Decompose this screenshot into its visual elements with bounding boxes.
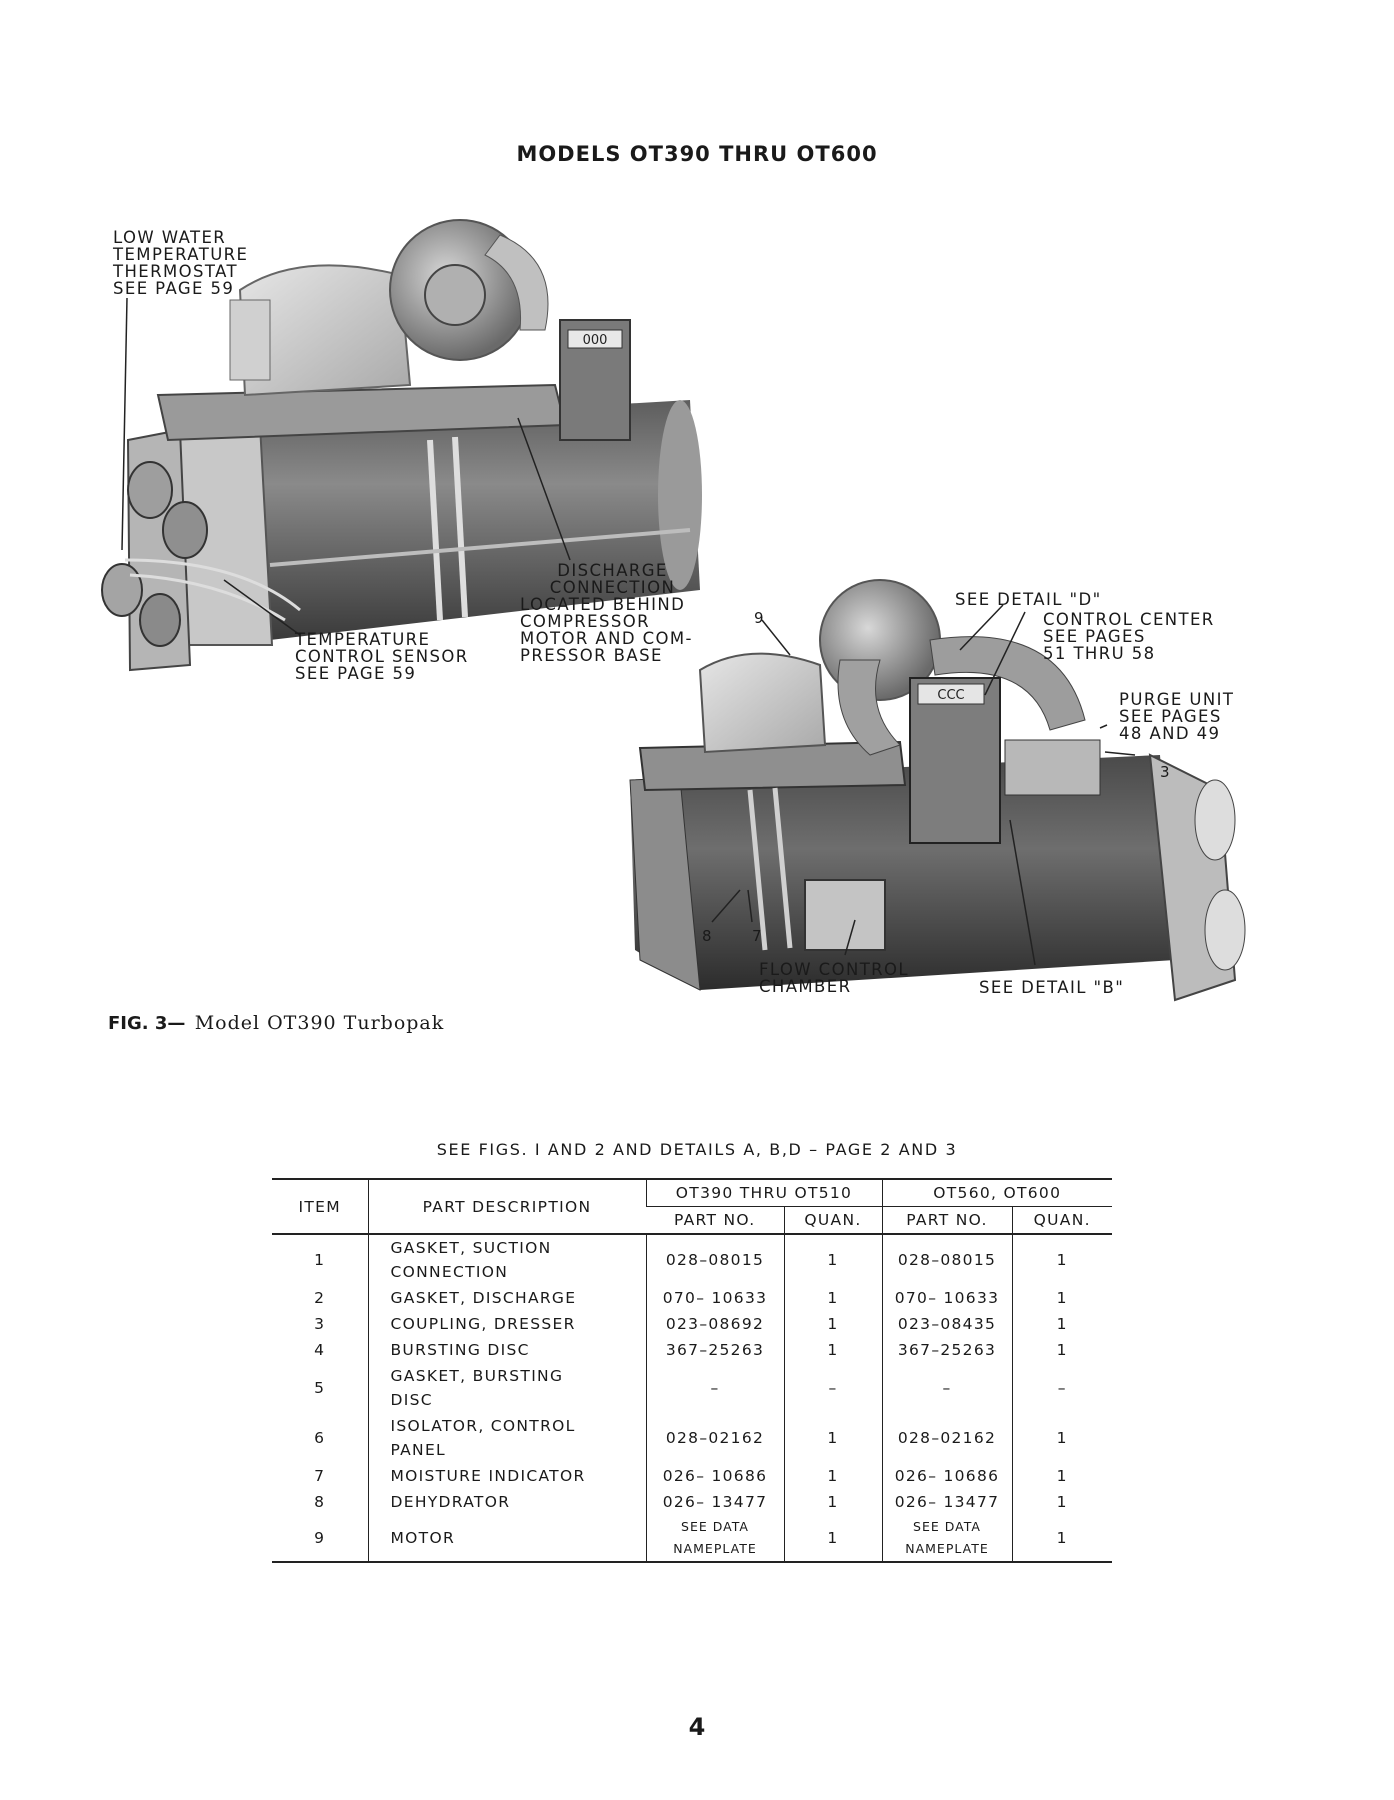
part-no-cell: 026– 10686 [646,1463,784,1489]
callout-control-center: CONTROL CENTER SEE PAGES 51 THRU 58 [1043,610,1215,663]
parts-table [272,1178,1112,1563]
callout-purge-unit: PURGE UNIT SEE PAGES 48 AND 49 [1119,690,1235,743]
item-cell: 4 [314,1341,326,1359]
quan-cell: 1 [784,1234,882,1285]
table-row [272,1413,1112,1463]
part-no-cell: – [646,1363,784,1413]
quan-cell: 1 [784,1463,882,1489]
part-no-cell: 023–08435 [882,1311,1012,1337]
header-part-no-2: PART NO. [882,1207,1012,1235]
callout-flow-control-chamber: FLOW CONTROL CHAMBER [759,960,910,996]
table-row [272,1311,1112,1337]
part-no-cell: SEE DATA NAMEPLATE [646,1515,784,1562]
item-number-7: 7 [752,927,762,945]
callout-see-detail-d: SEE DETAIL "D" [955,590,1102,609]
description-cell: COUPLING, DRESSER [368,1311,646,1337]
item-cell: 1 [314,1251,326,1269]
header-group-ot560-ot600: OT560, OT600 [882,1179,1112,1207]
photo-1-panel-dials: 000 [582,333,608,348]
item-cell: 8 [314,1493,326,1511]
quan-cell: 1 [784,1413,882,1463]
description-cell: BURSTING DISC [368,1337,646,1363]
description-cell: MOISTURE INDICATOR [368,1463,646,1489]
table-row [272,1489,1112,1515]
quan-cell: 1 [1012,1413,1112,1463]
item-cell: 7 [314,1467,326,1485]
quan-cell: 1 [784,1337,882,1363]
part-no-cell: 028–02162 [882,1413,1012,1463]
callout-see-detail-b: SEE DETAIL "B" [979,978,1125,997]
header-quan-1: QUAN. [784,1207,882,1235]
figure-number: FIG. 3— [108,1013,186,1034]
table-note: SEE FIGS. I AND 2 AND DETAILS A, B,D – PAGE 2 AND 3 [436,1140,958,1159]
item-cell: 5 [314,1379,326,1397]
header-part-no-1: PART NO. [646,1207,784,1235]
table-row [272,1515,1112,1562]
description-cell: GASKET, BURSTING DISC [368,1363,646,1413]
part-no-cell: 028–08015 [646,1234,784,1285]
item-number-8: 8 [702,927,712,945]
item-cell: 9 [314,1529,326,1547]
quan-cell: 1 [1012,1463,1112,1489]
callout-temperature-control-sensor: TEMPERATURE CONTROL SENSOR SEE PAGE 59 [295,630,469,683]
quan-cell: 1 [1012,1489,1112,1515]
part-no-cell: 070– 10633 [646,1285,784,1311]
callout-low-water-thermostat: LOW WATER TEMPERATURE THERMOSTAT SEE PAGE 59 [113,228,249,298]
part-no-cell: 026– 13477 [882,1489,1012,1515]
quan-cell: 1 [784,1489,882,1515]
table-row [272,1337,1112,1363]
page-number: 4 [688,1713,706,1741]
description-cell: MOTOR [368,1515,646,1562]
table-row [272,1234,1112,1285]
header-group-ot390-ot510: OT390 THRU OT510 [646,1179,882,1207]
figure-caption [108,1012,444,1035]
part-no-cell: 367–25263 [646,1337,784,1363]
quan-cell: 1 [784,1515,882,1562]
part-no-cell: 026– 10686 [882,1463,1012,1489]
header-item: ITEM [298,1197,341,1216]
item-number-3: 3 [1160,763,1170,781]
description-cell: DEHYDRATOR [368,1489,646,1515]
part-no-cell: 367–25263 [882,1337,1012,1363]
quan-cell: 1 [784,1285,882,1311]
part-no-cell: SEE DATA NAMEPLATE [882,1515,1012,1562]
description-cell: ISOLATOR, CONTROL PANEL [368,1413,646,1463]
quan-cell: 1 [1012,1285,1112,1311]
header-part-description: PART DESCRIPTION [368,1179,646,1234]
quan-cell: 1 [784,1311,882,1337]
quan-cell: 1 [1012,1234,1112,1285]
quan-cell: – [1012,1363,1112,1413]
part-no-cell: 028–08015 [882,1234,1012,1285]
part-no-cell: 026– 13477 [646,1489,784,1515]
part-no-cell: 028–02162 [646,1413,784,1463]
item-cell: 2 [314,1289,326,1307]
table-row [272,1363,1112,1413]
quan-cell: – [784,1363,882,1413]
item-cell: 6 [314,1429,326,1447]
figure-caption-text: Model OT390 Turbopak [194,1012,445,1034]
item-cell: 3 [314,1315,326,1333]
header-quan-2: QUAN. [1012,1207,1112,1235]
description-cell: GASKET, DISCHARGE [368,1285,646,1311]
page-title: MODELS OT390 THRU OT600 [516,142,878,166]
table-row [272,1285,1112,1311]
table-row [272,1463,1112,1489]
callout-discharge-connection: DISCHARGE CONNECTION LOCATED BEHIND COMPRESSOR MOTOR AND COM- PRESSOR BASE [520,561,693,665]
part-no-cell: – [882,1363,1012,1413]
quan-cell: 1 [1012,1311,1112,1337]
description-cell: GASKET, SUCTION CONNECTION [368,1234,646,1285]
item-number-9: 9 [754,609,764,627]
quan-cell: 1 [1012,1515,1112,1562]
photo-2-panel-dials: CCC [937,688,965,703]
part-no-cell: 070– 10633 [882,1285,1012,1311]
quan-cell: 1 [1012,1337,1112,1363]
part-no-cell: 023–08692 [646,1311,784,1337]
